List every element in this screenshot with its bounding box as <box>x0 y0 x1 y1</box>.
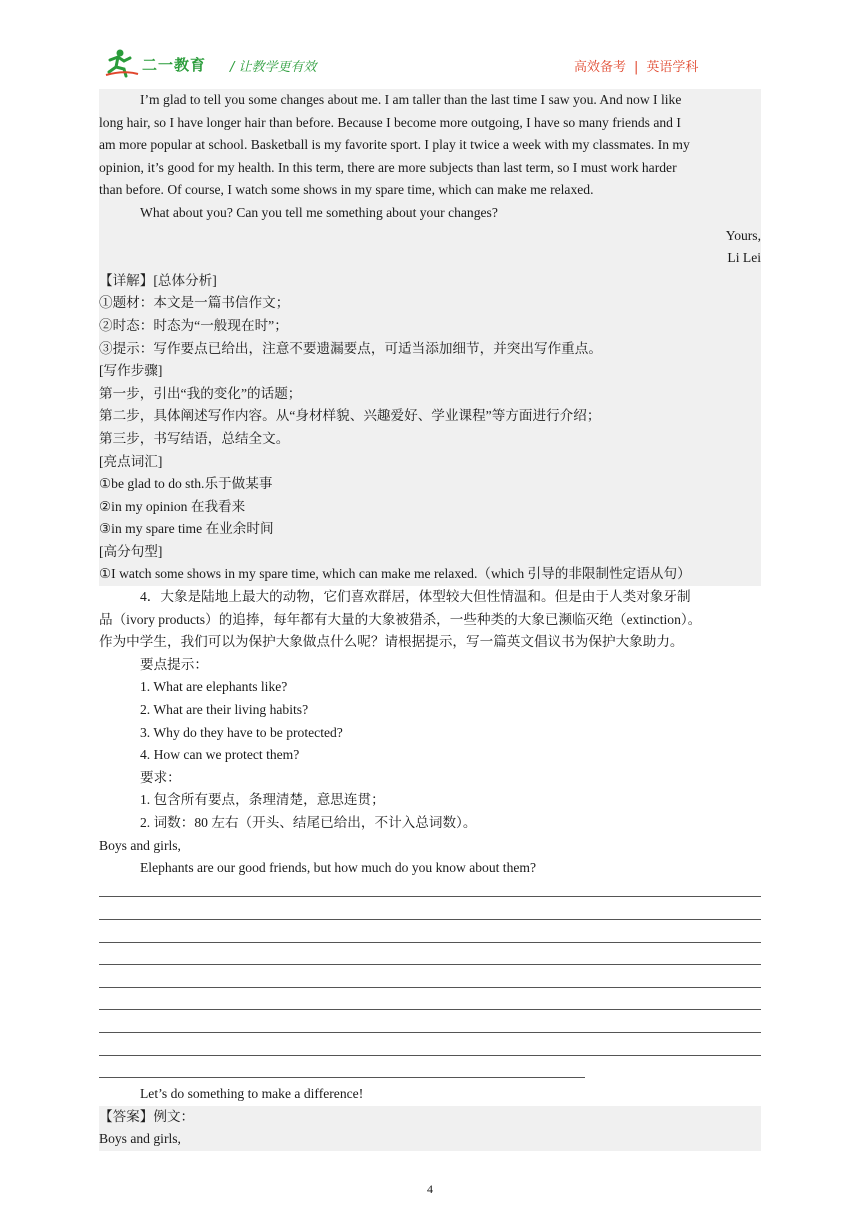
letter-closing: Yours, <box>99 225 761 248</box>
requirements-label: 要求： <box>140 769 181 785</box>
logo-text: 二一教育 <box>142 56 207 74</box>
letter-signature: Li Lei <box>99 247 761 270</box>
page-number: 4 <box>427 1182 433 1196</box>
analysis-line: 第一步，引出“我的变化”的话题； <box>99 383 761 406</box>
letter-line: I’m glad to tell you some changes about me. I am taller than the last time I saw you. And now I like <box>99 89 761 112</box>
answer-blank-line[interactable] <box>99 902 761 925</box>
header-separator: | <box>634 60 639 75</box>
letter-greeting: Boys and girls, <box>99 837 181 853</box>
letter-line: than before. Of course, I watch some shows in my spare time, which can make me relaxed. <box>99 179 761 202</box>
analysis-line: [亮点词汇] <box>99 451 761 474</box>
question-intro-line: 品（ivory products）的追捧，每年都有大量的大象被猎杀，一些种类的大象已濒临灭绝（extinction）。 <box>99 611 702 627</box>
answer-blank-line[interactable] <box>99 1061 761 1084</box>
letter-line: long hair, so I have longer hair than before. Because I become more outgoing, I have so many friends and I <box>99 112 761 135</box>
analysis-line: [高分句型] <box>99 541 761 564</box>
analysis-line: 第三步，书写结语，总结全文。 <box>99 428 761 451</box>
answer-blank-line[interactable] <box>99 993 761 1016</box>
analysis-line: [写作步骤] <box>99 360 761 383</box>
document-body <box>99 89 761 1151</box>
answer-blank-line[interactable] <box>99 1015 761 1038</box>
analysis-line: 第二步，具体阐述写作内容。从“身材样貌、兴趣爱好、学业课程”等方面进行介绍； <box>99 405 761 428</box>
header-right-left: 高效备考 <box>574 60 627 75</box>
tip-item: 2. What are their living habits? <box>140 702 309 718</box>
analysis-line: ①I watch some shows in my spare time, which can make me relaxed.（which 引导的非限制性定语从句） <box>99 563 761 586</box>
analysis-line: 【详解】[总体分析] <box>99 270 761 293</box>
letter-opening: Elephants are our good friends, but how much do you know about them? <box>140 860 537 876</box>
analysis-line: ①be glad to do sth.乐于做某事 <box>99 473 761 496</box>
header-right-right: 英语学科 <box>646 60 699 75</box>
answer-greeting: Boys and girls, <box>99 1128 761 1151</box>
letter-line: opinion, it’s good for my health. In this term, there are more subjects than last term, so I must work harder <box>99 157 761 180</box>
tip-item: 3. Why do they have to be protected? <box>140 724 343 740</box>
answer-blank-line[interactable] <box>99 880 761 903</box>
question-intro-line: 4．大象是陆地上最大的动物，它们喜欢群居，体型较大但性情温和。但是由于人类对象牙制 <box>140 589 691 605</box>
analysis-line: ①题材：本文是一篇书信作文； <box>99 292 761 315</box>
answer-blank-line[interactable] <box>99 970 761 993</box>
tip-item: 1. What are elephants like? <box>140 679 288 695</box>
answer-label: 【答案】例文： <box>99 1106 761 1129</box>
answer-blank-line[interactable] <box>99 948 761 971</box>
tip-item: 4. How can we protect them? <box>140 747 300 763</box>
letter-line: am more popular at school. Basketball is my favorite sport. I play it twice a week with my classmates. In my <box>99 134 761 157</box>
answer-blank-line[interactable] <box>99 1038 761 1061</box>
header-slogan: / 让教学更有效 <box>230 60 317 75</box>
letter-ending: Let’s do something to make a difference! <box>140 1086 364 1102</box>
analysis-line: ②in my opinion 在我看来 <box>99 496 761 519</box>
question-intro-line: 作为中学生，我们可以为保护大象做点什么呢？请根据提示，写一篇英文倡议书为保护大象助力。 <box>99 634 684 650</box>
analysis-line: ③in my spare time 在业余时间 <box>99 518 761 541</box>
analysis-line: ②时态：时态为“一般现在时”； <box>99 315 761 338</box>
analysis-line: ③提示：写作要点已给出，注意不要遗漏要点，可适当添加细节，并突出写作重点。 <box>99 338 761 361</box>
header-subject <box>574 56 698 75</box>
tips-label: 要点提示： <box>140 656 208 672</box>
page-header <box>104 46 724 82</box>
letter-line: What about you? Can you tell me something about your changes? <box>99 202 761 225</box>
requirement-item: 1. 包含所有要点，条理清楚，意思连贯； <box>140 792 385 808</box>
requirement-item: 2. 词数：80 左右（开头、结尾已给出，不计入总词数）。 <box>140 815 477 830</box>
answer-blank-line[interactable] <box>99 925 761 948</box>
